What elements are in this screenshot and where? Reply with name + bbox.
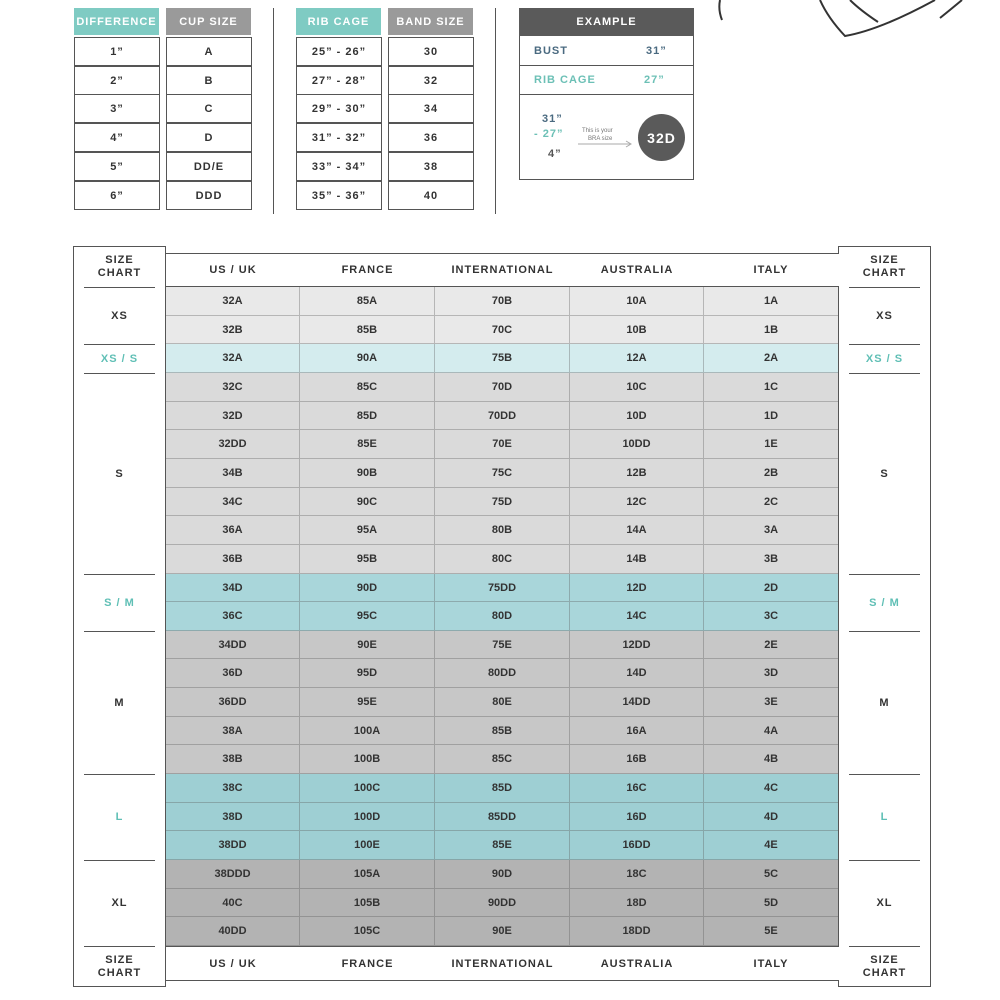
size-cell: 95A [300, 516, 435, 545]
figure-sketch-icon [700, 0, 1000, 60]
size-cell: 34DD [166, 631, 300, 659]
table-row [166, 402, 838, 430]
size-group-divider [84, 946, 155, 947]
table-row [166, 602, 838, 631]
bra-size-note-line1: This is your [582, 128, 613, 134]
size-cell: 32C [166, 373, 300, 402]
size-group-label: XL [876, 897, 893, 909]
size-cell: 12C [570, 488, 704, 516]
size-cell: 32B [166, 316, 300, 344]
size-cell: 2C [704, 488, 838, 516]
table-row [166, 459, 838, 488]
size-cell: 38DDD [166, 860, 300, 889]
size-cell: 16D [570, 803, 704, 831]
size-group-divider [849, 574, 920, 575]
size-cell: 85D [435, 774, 570, 803]
cup-size-header: CUP SIZE [166, 8, 251, 35]
result-size: 32D [647, 129, 676, 146]
table-row [166, 774, 838, 803]
side-title-top-right [849, 254, 920, 280]
size-cell: 95E [300, 688, 435, 717]
size-cell: 4C [704, 774, 838, 803]
size-cell: 80D [435, 602, 570, 631]
bust-row [519, 36, 694, 66]
size-cell: 70C [435, 316, 570, 344]
difference-cell: 4” [74, 123, 160, 152]
side-title-top-left [84, 254, 155, 280]
calculation-row [519, 95, 694, 180]
size-group-divider [849, 774, 920, 775]
band-size-cell: 34 [388, 94, 474, 123]
table-row [166, 430, 838, 459]
rib-cage-cell: 33” - 34” [296, 152, 382, 181]
band-size-cell: 38 [388, 152, 474, 181]
cup-size-cell: B [166, 66, 252, 95]
table-row [166, 688, 838, 717]
column-header: INTERNATIONAL [451, 264, 554, 276]
size-cell: 1D [704, 402, 838, 430]
column-header: AUSTRALIA [600, 957, 674, 970]
size-cell: 85E [300, 430, 435, 459]
size-group-divider [849, 344, 920, 345]
example-header: EXAMPLE [519, 8, 694, 36]
rib-cage-value: 27” [644, 74, 665, 86]
size-cell: 75DD [435, 574, 570, 602]
size-cell: 85C [300, 373, 435, 402]
size-cell: 1B [704, 316, 838, 344]
band-size-cell: 32 [388, 66, 474, 95]
rib-cage-cell: 25” - 26” [296, 37, 382, 66]
difference-cell: 5” [74, 152, 160, 181]
size-cell: 4D [704, 803, 838, 831]
column-header: ITALY [753, 957, 789, 970]
size-cell: 34C [166, 488, 300, 516]
column-header: US / UK [209, 264, 257, 276]
size-cell: 90E [435, 917, 570, 946]
difference-cell: 1” [74, 37, 160, 66]
cup-size-cell: A [166, 37, 252, 66]
size-group-divider [849, 860, 920, 861]
size-group-divider [849, 373, 920, 374]
size-cell: 2B [704, 459, 838, 488]
size-group-label: S / M [869, 596, 900, 609]
column-header: US / UK [209, 957, 257, 970]
size-cell: 95C [300, 602, 435, 631]
size-cell: 105A [300, 860, 435, 889]
size-cell: 38D [166, 803, 300, 831]
bust-value: 31” [646, 44, 667, 57]
size-cell: 2E [704, 631, 838, 659]
rib-cage-cell: 29” - 30” [296, 94, 382, 123]
size-cell: 80B [435, 516, 570, 545]
size-cell: 4B [704, 745, 838, 774]
size-cell: 40DD [166, 917, 300, 946]
size-cell: 12DD [570, 631, 704, 659]
size-cell: 10B [570, 316, 704, 344]
size-cell: 85D [300, 402, 435, 430]
size-cell: 80C [435, 545, 570, 574]
size-cell: 14A [570, 516, 704, 545]
size-group-label: XS [111, 309, 128, 322]
rib-cage-row [519, 66, 694, 95]
table-row [166, 831, 838, 860]
size-cell: 90D [435, 860, 570, 889]
calc-result: 4” [548, 148, 562, 160]
rib-cage-label: RIB CAGE [534, 74, 596, 86]
size-cell: 12A [570, 344, 704, 373]
size-cell: 90C [300, 488, 435, 516]
side-title-line: SIZE [105, 954, 134, 966]
size-cell: 100A [300, 717, 435, 745]
table-row [166, 488, 838, 516]
size-cell: 10D [570, 402, 704, 430]
table-row [166, 344, 838, 373]
rib-cage-header: RIB CAGE [296, 8, 381, 35]
size-cell: 105C [300, 917, 435, 946]
side-title-line: SIZE [870, 254, 899, 266]
size-cell: 12B [570, 459, 704, 488]
table-row [166, 373, 838, 402]
size-cell: 3D [704, 659, 838, 688]
size-group-label: XS / S [865, 352, 904, 365]
table-row [166, 860, 838, 889]
size-cell: 16A [570, 717, 704, 745]
size-group-label: S [115, 467, 124, 480]
size-cell: 4E [704, 831, 838, 860]
size-cell: 100C [300, 774, 435, 803]
size-cell: 75C [435, 459, 570, 488]
size-cell: 16B [570, 745, 704, 774]
size-group-divider [84, 774, 155, 775]
size-cell: 2D [704, 574, 838, 602]
size-cell: 36C [166, 602, 300, 631]
size-cell: 14B [570, 545, 704, 574]
difference-cell: 3” [74, 94, 160, 123]
band-size-cell: 40 [388, 181, 474, 210]
size-cell: 34D [166, 574, 300, 602]
size-cell: 14DD [570, 688, 704, 717]
size-cell: 90DD [435, 889, 570, 917]
size-cell: 38DD [166, 831, 300, 860]
rib-cage-cell: 35” - 36” [296, 181, 382, 210]
table-row [166, 631, 838, 659]
size-group-label: S [880, 467, 889, 480]
size-cell: 36DD [166, 688, 300, 717]
band-size-cell: 30 [388, 37, 474, 66]
size-cell: 70D [435, 373, 570, 402]
size-cell: 16DD [570, 831, 704, 860]
size-group-label: XS [876, 309, 893, 322]
bust-label: BUST [534, 44, 568, 57]
size-cell: 18C [570, 860, 704, 889]
size-cell: 32D [166, 402, 300, 430]
size-cell: 100E [300, 831, 435, 860]
size-group-divider [84, 860, 155, 861]
size-cell: 36B [166, 545, 300, 574]
size-cell: 1A [704, 287, 838, 316]
size-cell: 3B [704, 545, 838, 574]
size-cell: 38C [166, 774, 300, 803]
size-cell: 10C [570, 373, 704, 402]
table-row [166, 917, 838, 946]
size-group-divider [849, 946, 920, 947]
size-group-label: XS / S [100, 352, 139, 365]
table-row [166, 659, 838, 688]
side-title-bottom-left [84, 954, 155, 980]
divider-line [273, 8, 274, 214]
size-cell: 38A [166, 717, 300, 745]
size-cell: 95D [300, 659, 435, 688]
table-row [166, 574, 838, 602]
size-cell: 90B [300, 459, 435, 488]
size-cell: 40C [166, 889, 300, 917]
cup-size-cell: DD/E [166, 152, 252, 181]
table-row [166, 316, 838, 344]
side-title-bottom-right [849, 954, 920, 980]
size-cell: 100B [300, 745, 435, 774]
size-cell: 32A [166, 344, 300, 373]
size-group-label: L [880, 811, 889, 823]
size-cell: 70B [435, 287, 570, 316]
size-group-divider [84, 631, 155, 632]
size-cell: 70E [435, 430, 570, 459]
size-cell: 32A [166, 287, 300, 316]
table-row [166, 545, 838, 574]
rib-cage-cell: 31” - 32” [296, 123, 382, 152]
band-size-cell: 36 [388, 123, 474, 152]
table-row [166, 287, 838, 316]
table-row [166, 745, 838, 774]
table-row [166, 717, 838, 745]
size-cell: 18D [570, 889, 704, 917]
size-cell: 3E [704, 688, 838, 717]
size-cell: 5C [704, 860, 838, 889]
column-header: FRANCE [341, 957, 394, 970]
size-group-divider [84, 373, 155, 374]
difference-cell: 6” [74, 181, 160, 210]
size-cell: 18DD [570, 917, 704, 946]
size-cell: 3C [704, 602, 838, 631]
arrow-right-icon [578, 139, 634, 149]
size-group-label: XL [111, 897, 128, 909]
rib-cage-cell: 27” - 28” [296, 66, 382, 95]
size-cell: 85B [300, 316, 435, 344]
side-title-line: CHART [862, 967, 907, 979]
side-title-line: SIZE [105, 254, 134, 266]
calc-rib: - 27” [534, 128, 564, 140]
size-group-label: M [114, 696, 125, 709]
size-cell: 75B [435, 344, 570, 373]
size-cell: 10A [570, 287, 704, 316]
size-cell: 2A [704, 344, 838, 373]
divider-line [495, 8, 496, 214]
size-group-divider [849, 631, 920, 632]
table-row [166, 803, 838, 831]
size-cell: 95B [300, 545, 435, 574]
size-cell: 70DD [435, 402, 570, 430]
cup-size-cell: D [166, 123, 252, 152]
size-cell: 32DD [166, 430, 300, 459]
band-size-header: BAND SIZE [388, 8, 473, 35]
size-cell: 85C [435, 745, 570, 774]
size-group-divider [84, 344, 155, 345]
size-cell: 90E [300, 631, 435, 659]
table-row [166, 516, 838, 545]
result-badge [638, 114, 685, 161]
size-group-divider [84, 287, 155, 288]
bra-size-note-line2: BRA size [588, 136, 613, 142]
side-title-line: CHART [97, 267, 142, 279]
size-cell: 85DD [435, 803, 570, 831]
size-cell: 1C [704, 373, 838, 402]
size-cell: 34B [166, 459, 300, 488]
size-cell: 14C [570, 602, 704, 631]
side-title-line: SIZE [870, 954, 899, 966]
size-cell: 3A [704, 516, 838, 545]
side-title-line: CHART [862, 267, 907, 279]
size-cell: 75D [435, 488, 570, 516]
table-row [166, 889, 838, 917]
cup-size-cell: C [166, 94, 252, 123]
size-group-label: L [115, 811, 124, 823]
size-cell: 85E [435, 831, 570, 860]
column-header: AUSTRALIA [600, 264, 674, 276]
size-cell: 14D [570, 659, 704, 688]
column-header: FRANCE [341, 264, 394, 276]
difference-cell: 2” [74, 66, 160, 95]
size-cell: 5D [704, 889, 838, 917]
size-cell: 85B [435, 717, 570, 745]
size-cell: 38B [166, 745, 300, 774]
size-cell: 100D [300, 803, 435, 831]
size-cell: 16C [570, 774, 704, 803]
size-cell: 80DD [435, 659, 570, 688]
calc-bust: 31” [542, 113, 563, 125]
size-cell: 75E [435, 631, 570, 659]
column-header: ITALY [753, 264, 789, 276]
size-cell: 90A [300, 344, 435, 373]
difference-header: DIFFERENCE [74, 8, 159, 35]
size-cell: 90D [300, 574, 435, 602]
size-cell: 105B [300, 889, 435, 917]
size-cell: 85A [300, 287, 435, 316]
size-group-divider [849, 287, 920, 288]
size-cell: 80E [435, 688, 570, 717]
size-group-label: S / M [104, 596, 135, 609]
cup-size-cell: DDD [166, 181, 252, 210]
size-cell: 36A [166, 516, 300, 545]
column-header: INTERNATIONAL [451, 957, 554, 970]
size-cell: 12D [570, 574, 704, 602]
side-title-line: CHART [97, 967, 142, 979]
size-group-label: M [879, 696, 890, 709]
size-group-divider [84, 574, 155, 575]
size-cell: 5E [704, 917, 838, 946]
size-cell: 4A [704, 717, 838, 745]
size-cell: 1E [704, 430, 838, 459]
size-cell: 36D [166, 659, 300, 688]
size-cell: 10DD [570, 430, 704, 459]
